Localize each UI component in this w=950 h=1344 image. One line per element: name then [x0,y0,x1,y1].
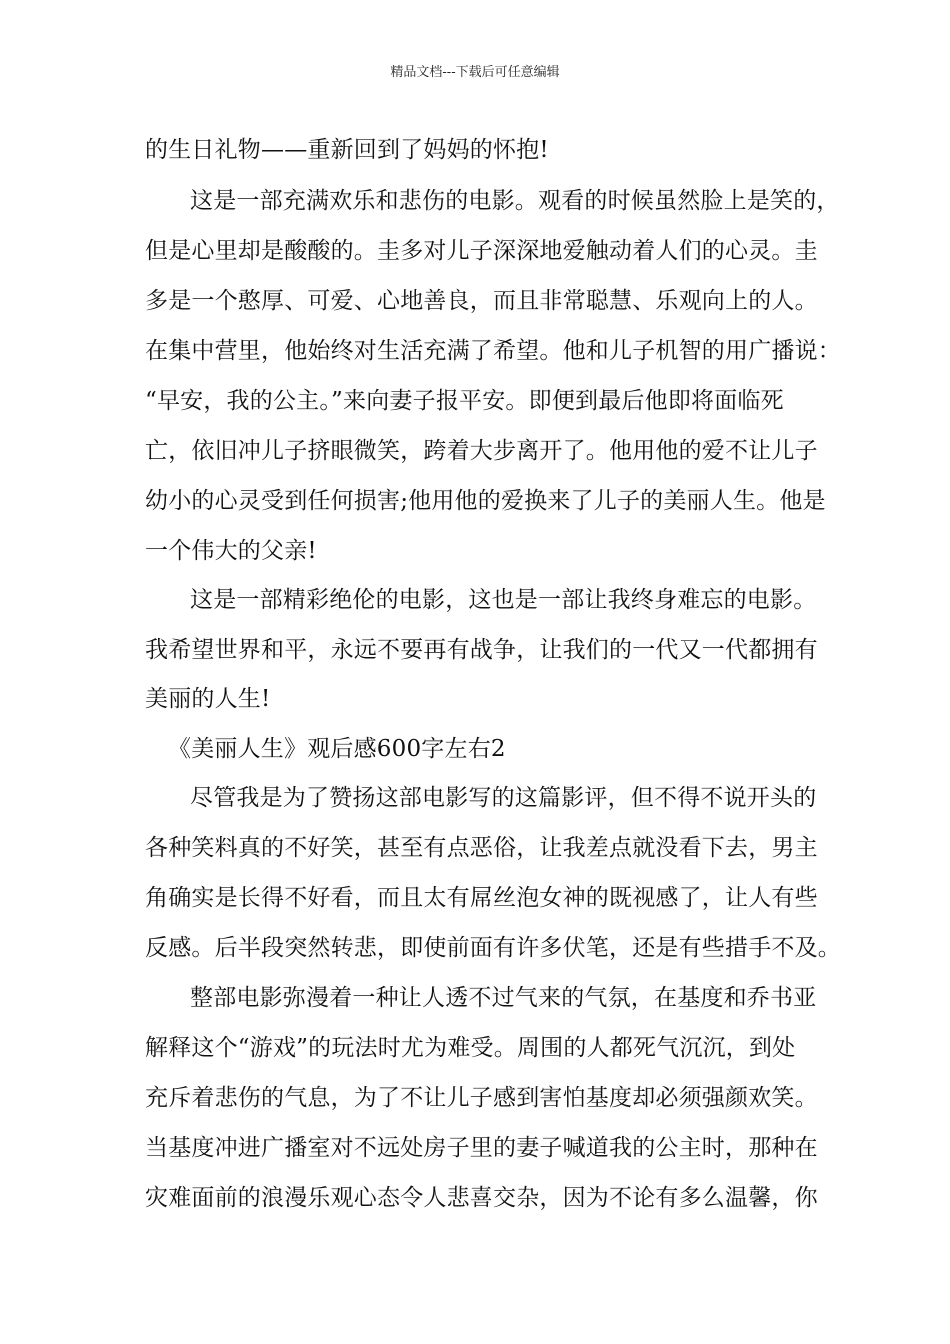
body-line: 美丽的人生! [145,686,271,712]
body-line: 解释这个“游戏”的玩法时尤为难受。周围的人都死气沉沉，到处 [145,1035,796,1061]
body-line: 充斥着悲伤的气息，为了不让儿子感到害怕基度却必须强颜欢笑。 [145,1085,818,1111]
body-line: 但是心里却是酸酸的。圭多对儿子深深地爱触动着人们的心灵。圭 [145,238,818,264]
body-line: 亡，依旧冲儿子挤眼微笑，跨着大步离开了。他用他的爱不让儿子 [145,438,818,464]
paragraph-first-line: 这是一部充满欢乐和悲伤的电影。观看的时候虽然脸上是笑的， [190,188,840,214]
body-line: 灾难面前的浪漫乐观心态令人悲喜交杂，因为不论有多么温馨，你 [145,1185,818,1211]
paragraph-first-line: 尽管我是为了赞扬这部电影写的这篇影评，但不得不说开头的 [190,785,817,811]
body-line: “早安，我的公主。”来向妻子报平安。即便到最后他即将面临死 [145,388,784,414]
body-line: 一个伟大的父亲! [145,538,317,564]
paragraph-first-line: 这是一部精彩绝伦的电影，这也是一部让我终身难忘的电影。 [190,587,817,613]
body-line: 幼小的心灵受到任何损害;他用他的爱换来了儿子的美丽人生。他是 [145,488,826,514]
body-line: 角确实是长得不好看，而且太有屌丝泡女神的既视感了，让人有些 [145,885,818,911]
body-line: 当基度冲进广播室对不远处房子里的妻子喊道我的公主时，那种在 [145,1135,818,1161]
section-title: 《美丽人生》观后感600字左右2 [168,736,506,762]
paragraph-first-line: 整部电影弥漫着一种让人透不过气来的气氛，在基度和乔书亚 [190,985,817,1011]
body-line: 在集中营里，他始终对生活充满了希望。他和儿子机智的用广播说： [145,338,841,364]
body-line: 多是一个憨厚、可爱、心地善良，而且非常聪慧、乐观向上的人。 [145,288,818,314]
body-line: 反感。后半段突然转悲，即使前面有许多伏笔，还是有些措手不及。 [145,935,841,961]
page-header: 精品文档---下载后可任意编辑 [390,65,560,80]
body-line: 各种笑料真的不好笑，甚至有点恶俗，让我差点就没看下去，男主 [145,835,818,861]
body-line: 我希望世界和平，永远不要再有战争，让我们的一代又一代都拥有 [145,637,818,663]
body-line: 的生日礼物——重新回到了妈妈的怀抱! [145,137,549,163]
